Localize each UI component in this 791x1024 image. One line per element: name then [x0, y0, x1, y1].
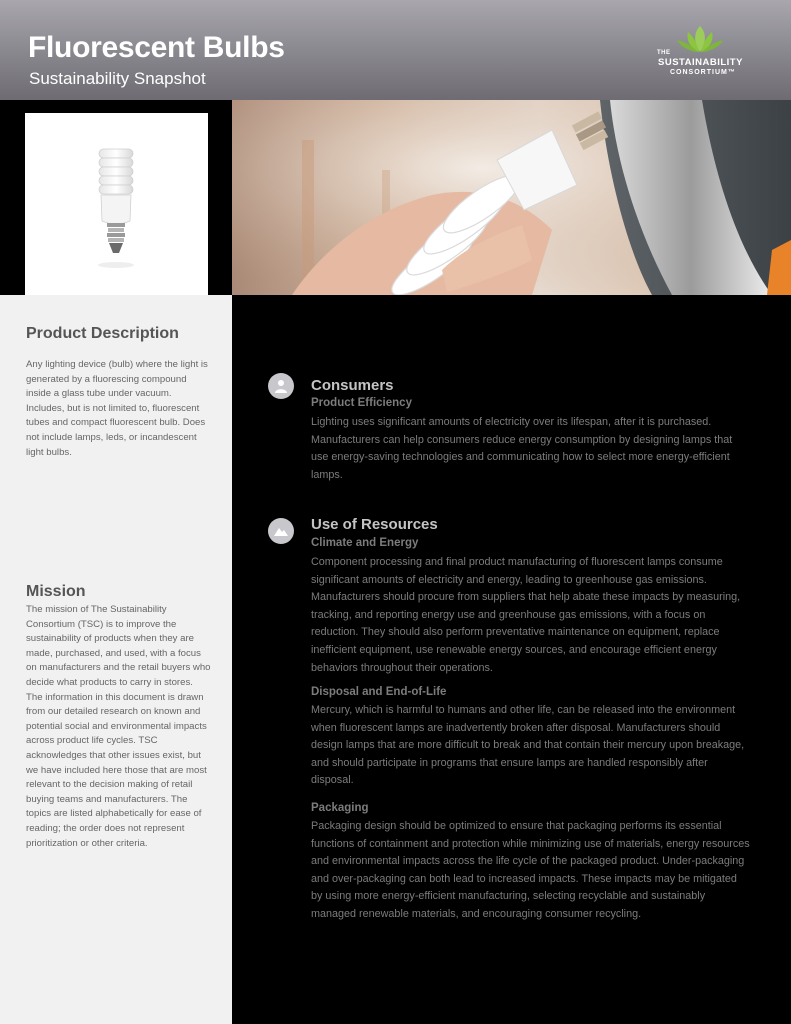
mountain-icon [273, 523, 289, 539]
logo-text-sustainability: SUSTAINABILITY [658, 57, 743, 68]
page-title: Fluorescent Bulbs [28, 31, 285, 64]
mission-text: The mission of The Sustainability Consortium (TSC) is to improve the sustainability of products when they are made, purchased, and used, with a focus on manufacturers and the retail buyers who decide what products to carry in stores. The information in this document is drawn from our detailed research on known and potential social and environmental impacts across product life cycles. TSC acknowledges that other issues exist, but we have included here those that are most relevant to the decision making of retail buying teams and manufacturers. The topics are listed alphabetically for ease of reading; the order does not represent prioritization or other criteria. [26, 604, 211, 849]
disposal-text: Mercury, which is harmful to humans and other life, can be released into the environment when fluorescent lamps are inadvertently broken after disposal. Manufacturers should design lamps that are more difficult to break and that contain their mercury upon breakage, and should participate in programs that ensure lamps are handled responsibly after disposal. [311, 704, 745, 787]
packaging-text: Packaging design should be optimized to ensure that packaging performs its essential functions of containment and protection while minimizing use of materials, energy resources and environmental impacts across the life cycle of the packaged product. Under-packaging and over-packaging can both lead to increased impacts. These impacts may be mitigated by using more energy-efficient manufacturing, selecting recyclable and sustainably managed renewable materials, and encouraging consumer recycling. [311, 820, 750, 920]
hero-photo [232, 100, 791, 295]
logo-text-the: THE [657, 50, 671, 56]
header-banner [0, 0, 791, 100]
lotus-icon [674, 24, 726, 54]
consumer-person-icon [273, 378, 289, 394]
consumers-heading: Consumers [311, 377, 394, 394]
product-efficiency-text: Lighting uses significant amounts of electricity over its lifespan, after it is purchased. Manufacturers can help consumers reduce energy consumption by designing lamps that use energy-saving technologies and communicating how to select more energy-efficient lamps. [311, 416, 733, 481]
disposal-heading: Disposal and End-of-Life [311, 686, 447, 698]
product-description-heading: Product Description [26, 325, 179, 342]
climate-energy-text: Component processing and final product manufacturing of fluorescent lamps consume significant amounts of electricity and energy, leading to greenhouse gas emissions. Manufacturers should procure from suppliers that help abate these impacts by measuring, tracking, and reporting energy use and greenhouse gas emissions, with a focus on reduction. They should also perform preventative maintenance on equipment, replace inefficient equipment, use renewable energy sources, and encourage efficient energy behaviors throughout their operations. [311, 556, 741, 674]
climate-energy-heading: Climate and Energy [311, 537, 419, 549]
hand-holding-cfl-bulb-photo [232, 100, 791, 295]
product-description-text: Any lighting device (bulb) where the light is generated by a fluorescing compound inside a glass tube under vacuum. Includes, but is not limited to, fluorescent tubes and compact fluorescent bulb. Does not include lamps, leds, or incandescent light bulbs. [26, 359, 208, 458]
cfl-bulb-icon [25, 113, 208, 295]
mission-heading: Mission [26, 583, 86, 600]
product-image-card [25, 113, 208, 295]
consortium-logo[interactable] [650, 24, 750, 80]
use-of-resources-heading: Use of Resources [311, 516, 438, 533]
page-subtitle: Sustainability Snapshot [29, 69, 206, 88]
product-efficiency-heading: Product Efficiency [311, 397, 412, 409]
logo-text-consortium: CONSORTIUM™ [670, 69, 736, 76]
packaging-heading: Packaging [311, 802, 369, 814]
resources-icon-badge [268, 518, 294, 544]
consumers-icon-badge [268, 373, 294, 399]
